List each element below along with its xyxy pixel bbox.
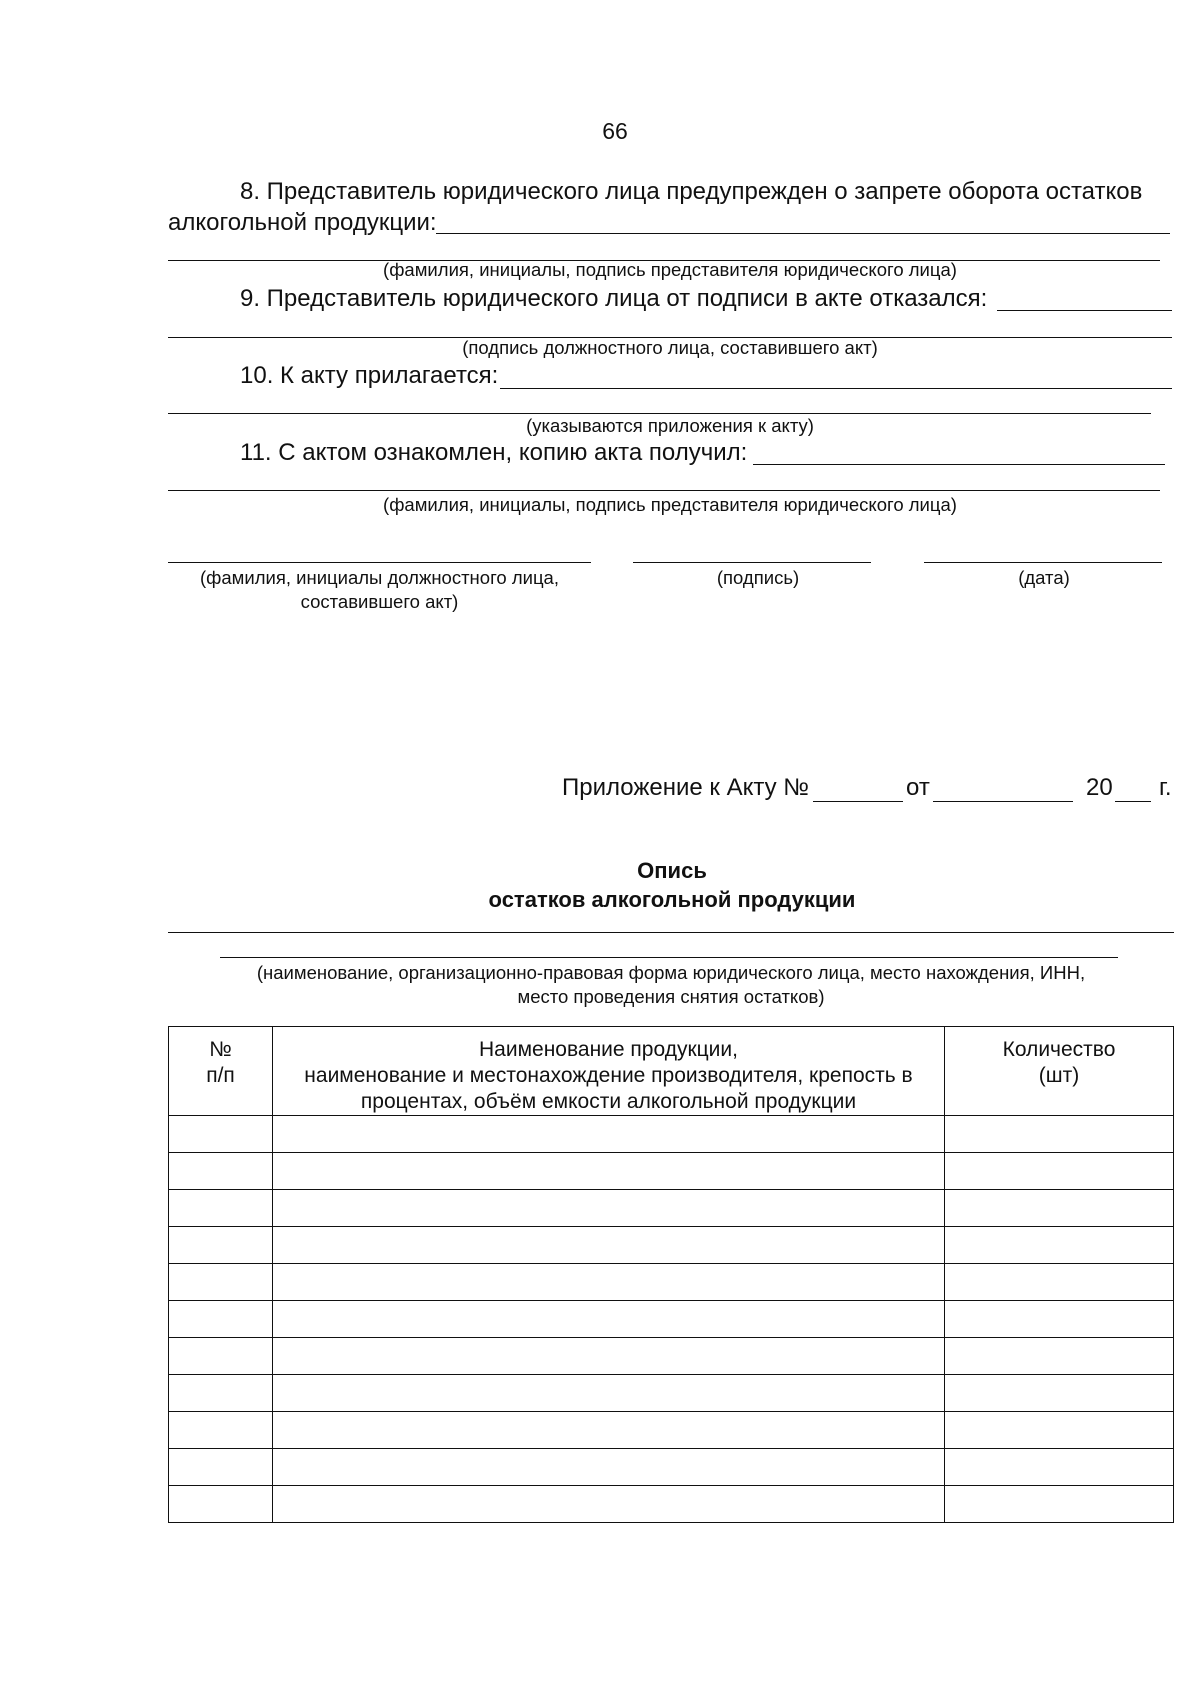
- cell-product[interactable]: [273, 1301, 945, 1338]
- item-10-caption: (указываются приложения к акту): [526, 415, 814, 436]
- column-header-number-line-1: №: [209, 1038, 232, 1061]
- cell-product[interactable]: [273, 1153, 945, 1190]
- item-8-fill-line[interactable]: [436, 233, 1170, 234]
- cell-product[interactable]: [273, 1227, 945, 1264]
- official-name-line[interactable]: [168, 562, 591, 563]
- cell-quantity[interactable]: [945, 1338, 1174, 1375]
- column-header-number: [169, 1027, 273, 1116]
- date-caption: (дата): [1018, 567, 1070, 588]
- cell-quantity[interactable]: [945, 1375, 1174, 1412]
- item-9-fill-line[interactable]: [997, 310, 1172, 311]
- item-10-fill-line-2[interactable]: [168, 413, 1151, 414]
- table-row: [169, 1116, 1174, 1153]
- inventory-table: [168, 1026, 1174, 1523]
- column-header-quantity: [945, 1027, 1174, 1116]
- item-11-text: 11. С актом ознакомлен, копию акта получил:: [240, 439, 748, 466]
- table-row: [169, 1153, 1174, 1190]
- column-header-number-line-2: п/п: [206, 1064, 235, 1087]
- item-9-caption: (подпись должностного лица, составившего акт): [462, 337, 878, 358]
- cell-product[interactable]: [273, 1264, 945, 1301]
- appendix-from: от: [906, 774, 930, 801]
- cell-number[interactable]: [169, 1301, 273, 1338]
- official-caption-line-2: составившего акт): [300, 591, 459, 612]
- cell-number[interactable]: [169, 1449, 273, 1486]
- column-header-product-line-1: Наименование продукции,: [479, 1038, 738, 1061]
- cell-product[interactable]: [273, 1449, 945, 1486]
- table-row: [169, 1449, 1174, 1486]
- cell-number[interactable]: [169, 1412, 273, 1449]
- cell-number[interactable]: [169, 1153, 273, 1190]
- cell-product[interactable]: [273, 1412, 945, 1449]
- table-row: [169, 1338, 1174, 1375]
- column-header-quantity-line-1: Количество: [1002, 1038, 1116, 1061]
- cell-product[interactable]: [273, 1116, 945, 1153]
- cell-product[interactable]: [273, 1190, 945, 1227]
- table-row: [169, 1375, 1174, 1412]
- cell-quantity[interactable]: [945, 1116, 1174, 1153]
- organization-line-2[interactable]: [220, 957, 1118, 958]
- item-10-fill-line[interactable]: [500, 388, 1172, 389]
- item-8-line-2: алкогольной продукции:: [168, 209, 437, 236]
- table-row: [169, 1486, 1174, 1523]
- cell-number[interactable]: [169, 1264, 273, 1301]
- cell-quantity[interactable]: [945, 1486, 1174, 1523]
- column-header-product: [273, 1027, 945, 1116]
- cell-number[interactable]: [169, 1486, 273, 1523]
- organization-caption-line-2: место проведения снятия остатков): [517, 986, 825, 1007]
- cell-number[interactable]: [169, 1375, 273, 1412]
- item-9-text: 9. Представитель юридического лица от подписи в акте отказался:: [240, 285, 988, 312]
- item-10-text: 10. К акту прилагается:: [240, 362, 499, 389]
- organization-caption-line-1: (наименование, организационно-правовая форма юридического лица, место нахождения, ИНН,: [256, 962, 1086, 983]
- item-11-fill-line[interactable]: [753, 464, 1165, 465]
- table-row: [169, 1301, 1174, 1338]
- cell-quantity[interactable]: [945, 1301, 1174, 1338]
- cell-product[interactable]: [273, 1486, 945, 1523]
- cell-number[interactable]: [169, 1190, 273, 1227]
- cell-quantity[interactable]: [945, 1227, 1174, 1264]
- inventory-subtitle: остатков алкогольной продукции: [488, 887, 856, 912]
- cell-quantity[interactable]: [945, 1412, 1174, 1449]
- column-header-quantity-line-2: (шт): [1038, 1064, 1080, 1087]
- column-header-product-line-3: процентах, объём емкости алкогольной продукции: [360, 1090, 857, 1113]
- official-caption-line-1: (фамилия, инициалы должностного лица,: [200, 567, 559, 588]
- cell-product[interactable]: [273, 1375, 945, 1412]
- table-row: [169, 1227, 1174, 1264]
- cell-product[interactable]: [273, 1338, 945, 1375]
- table-row: [169, 1190, 1174, 1227]
- item-8-caption: (фамилия, инициалы, подпись представителя юридического лица): [383, 259, 957, 280]
- appendix-year-suffix: г.: [1159, 774, 1172, 801]
- cell-number[interactable]: [169, 1116, 273, 1153]
- table-header-row: [169, 1027, 1174, 1116]
- cell-number[interactable]: [169, 1338, 273, 1375]
- inventory-title: Опись: [637, 858, 707, 883]
- table-row: [169, 1264, 1174, 1301]
- signature-caption: (подпись): [716, 567, 800, 588]
- cell-quantity[interactable]: [945, 1264, 1174, 1301]
- item-8-line-1: 8. Представитель юридического лица предупрежден о запрете оборота остатков: [240, 178, 1143, 205]
- organization-line[interactable]: [168, 932, 1174, 933]
- act-year-line[interactable]: [1115, 801, 1151, 802]
- act-date-line[interactable]: [933, 801, 1073, 802]
- table-row: [169, 1412, 1174, 1449]
- item-11-caption: (фамилия, инициалы, подпись представителя юридического лица): [383, 494, 957, 515]
- column-header-product-line-2: наименование и местонахождение производителя, крепость в: [304, 1064, 913, 1087]
- date-line[interactable]: [924, 562, 1162, 563]
- appendix-prefix: Приложение к Акту №: [562, 774, 810, 801]
- cell-number[interactable]: [169, 1227, 273, 1264]
- cell-quantity[interactable]: [945, 1449, 1174, 1486]
- act-number-line[interactable]: [813, 801, 903, 802]
- cell-quantity[interactable]: [945, 1190, 1174, 1227]
- appendix-year-prefix: 20: [1086, 774, 1113, 801]
- item-11-fill-line-2[interactable]: [168, 490, 1160, 491]
- cell-quantity[interactable]: [945, 1153, 1174, 1190]
- signature-line[interactable]: [633, 562, 871, 563]
- page-number: 66: [602, 118, 628, 144]
- inventory-table-body: [169, 1116, 1174, 1523]
